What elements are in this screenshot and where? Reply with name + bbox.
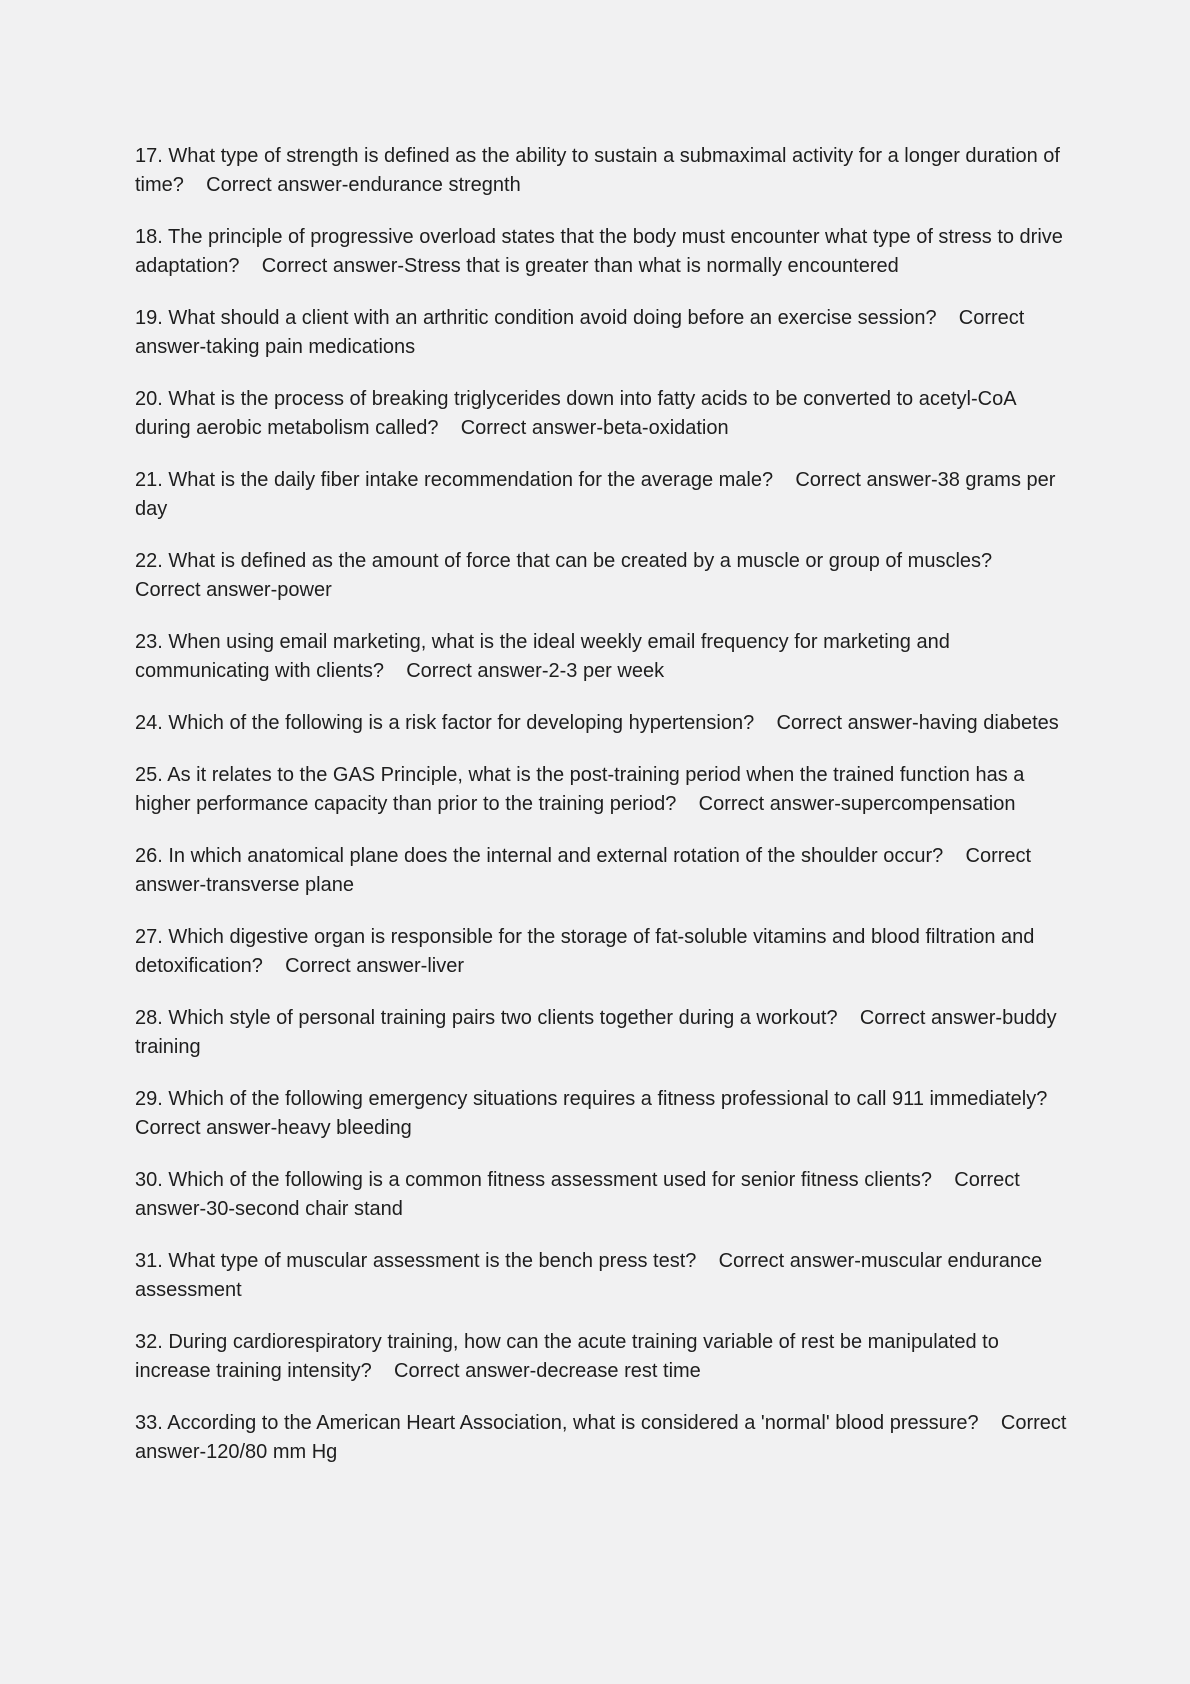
question-item-26: 26. In which anatomical plane does the internal and external rotation of the shoulder occur? Correct answer-transverse plane [135,845,1037,896]
question-list [135,142,1075,1467]
question-item-29: 29. Which of the following emergency situations requires a fitness professional to call 911 immediately? Correct answer-heavy bleeding [135,1088,1070,1139]
question-item-30: 30. Which of the following is a common fitness assessment used for senior fitness clients? Correct answer-30-second chair stand [135,1169,1026,1220]
question-item-24: 24. Which of the following is a risk factor for developing hypertension? Correct answer-having diabetes [135,712,1059,734]
question-item-32: 32. During cardiorespiratory training, how can the acute training variable of rest be manipulated to increase training intensity? Correct answer-decrease rest time [135,1331,1005,1382]
question-item-21: 21. What is the daily fiber intake recommendation for the average male? Correct answer-38 grams per day [135,469,1061,520]
question-item-27: 27. Which digestive organ is responsible for the storage of fat-soluble vitamins and blood filtration and detoxification? Correct answer-liver [135,926,1040,977]
question-item-20: 20. What is the process of breaking triglycerides down into fatty acids to be converted to acetyl-CoA during aerobic metabolism called? Correct answer-beta-oxidation [135,388,1022,439]
question-item-28: 28. Which style of personal training pairs two clients together during a workout? Correct answer-buddy training [135,1007,1063,1058]
question-item-18: 18. The principle of progressive overload states that the body must encounter what type of stress to drive adaptation? Correct answer-Stress that is greater than what is normally encountered [135,226,1069,277]
question-item-19: 19. What should a client with an arthritic condition avoid doing before an exercise session? Correct answer-taking pain medications [135,307,1030,358]
question-item-33: 33. According to the American Heart Association, what is considered a 'normal' blood pressure? Correct answer-120/80 mm Hg [135,1412,1073,1463]
question-item-31: 31. What type of muscular assessment is the bench press test? Correct answer-muscular endurance assessment [135,1250,1048,1301]
question-item-22: 22. What is defined as the amount of force that can be created by a muscle or group of muscles? Correct answer-power [135,550,1015,601]
question-item-23: 23. When using email marketing, what is the ideal weekly email frequency for marketing and communicating with clients? Correct answer-2-3 per week [135,631,956,682]
question-item-25: 25. As it relates to the GAS Principle, what is the post-training period when the trained function has a higher performance capacity than prior to the training period? Correct answer-supercompensation [135,764,1030,815]
question-item-17: 17. What type of strength is defined as the ability to sustain a submaximal activity for a longer duration of time? Correct answer-endurance stregnth [135,145,1066,196]
